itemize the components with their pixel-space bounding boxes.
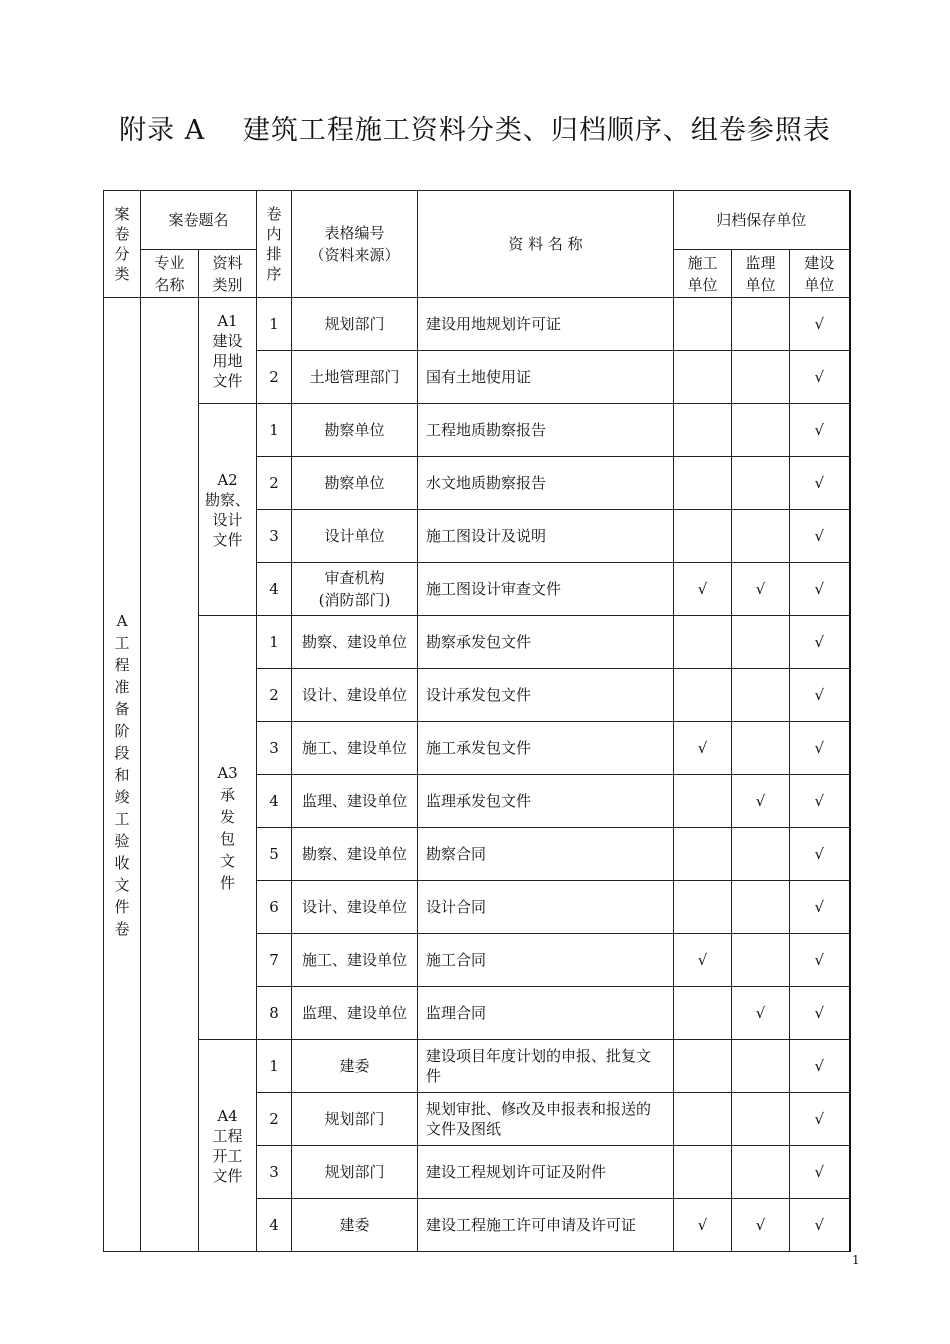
table-row: 2 规划部门 规划审批、修改及申报表和报送的 文件及图纸 √ [104,1093,850,1146]
table-row: A 工 程 准 备 阶 段 和 竣 工 验 收 文 件 卷 A1 建设 用地 文件 1 规划部门 建设用地规划许可证 √ [104,298,850,351]
header-category: 案 卷 分 类 [104,191,141,298]
table-row: 6 设计、建设单位 设计合同 √ [104,881,850,934]
table-row: 5 勘察、建设单位 勘察合同 √ [104,828,850,881]
group-a2: A2 勘察、 设计 文件 [199,404,257,616]
table-row: A4 工程 开工 文件 1 建委 建设项目年度计划的申报、批复文 件 √ [104,1040,850,1093]
header-supervision-unit: 监理 单位 [732,250,790,298]
table-row: 2 土地管理部门 国有土地使用证 √ [104,351,850,404]
page-title: 附录 A 建筑工程施工资料分类、归档顺序、组卷参照表 [119,115,831,146]
table-row: 4 监理、建设单位 监理承发包文件 √ √ [104,775,850,828]
header-case-title: 案卷题名 [141,191,257,250]
group-a1: A1 建设 用地 文件 [199,298,257,404]
page-number: 1 [852,1253,860,1267]
table-row: 8 监理、建设单位 监理合同 √ √ [104,987,850,1040]
header-doc-name: 资 料 名 称 [418,191,674,298]
table-row: 2 勘察单位 水文地质勘察报告 √ [104,457,850,510]
table-row: 3 规划部门 建设工程规划许可证及附件 √ [104,1146,850,1199]
header-construction-unit: 施工 单位 [674,250,732,298]
table-row: 4 建委 建设工程施工许可申请及许可证 √ √ √ [104,1199,850,1252]
table-row: 3 设计单位 施工图设计及说明 √ [104,510,850,563]
table-row: 4 审查机构 (消防部门) 施工图设计审查文件 √ √ √ [104,563,850,616]
group-a4: A4 工程 开工 文件 [199,1040,257,1252]
table-row: A3 承 发 包 文 件 1 勘察、建设单位 勘察承发包文件 √ [104,616,850,669]
table-row: 3 施工、建设单位 施工承发包文件 √ √ [104,722,850,775]
table-row: A2 勘察、 设计 文件 1 勘察单位 工程地质勘察报告 √ [104,404,850,457]
archive-reference-table [103,190,851,1252]
header-major-name: 专业 名称 [141,250,199,298]
major-name-cell [141,298,199,1252]
header-form-code: 表格编号 （资料来源） [292,191,418,298]
table-row: 2 设计、建设单位 设计承发包文件 √ [104,669,850,722]
header-builder-unit: 建设 单位 [790,250,850,298]
category-a: A 工 程 准 备 阶 段 和 竣 工 验 收 文 件 卷 [104,298,141,1252]
group-a3: A3 承 发 包 文 件 [199,616,257,1040]
header-archive-unit: 归档保存单位 [674,191,850,250]
header-data-type: 资料 类别 [199,250,257,298]
header-order: 卷 内 排 序 [257,191,292,298]
table-row: 7 施工、建设单位 施工合同 √ √ [104,934,850,987]
